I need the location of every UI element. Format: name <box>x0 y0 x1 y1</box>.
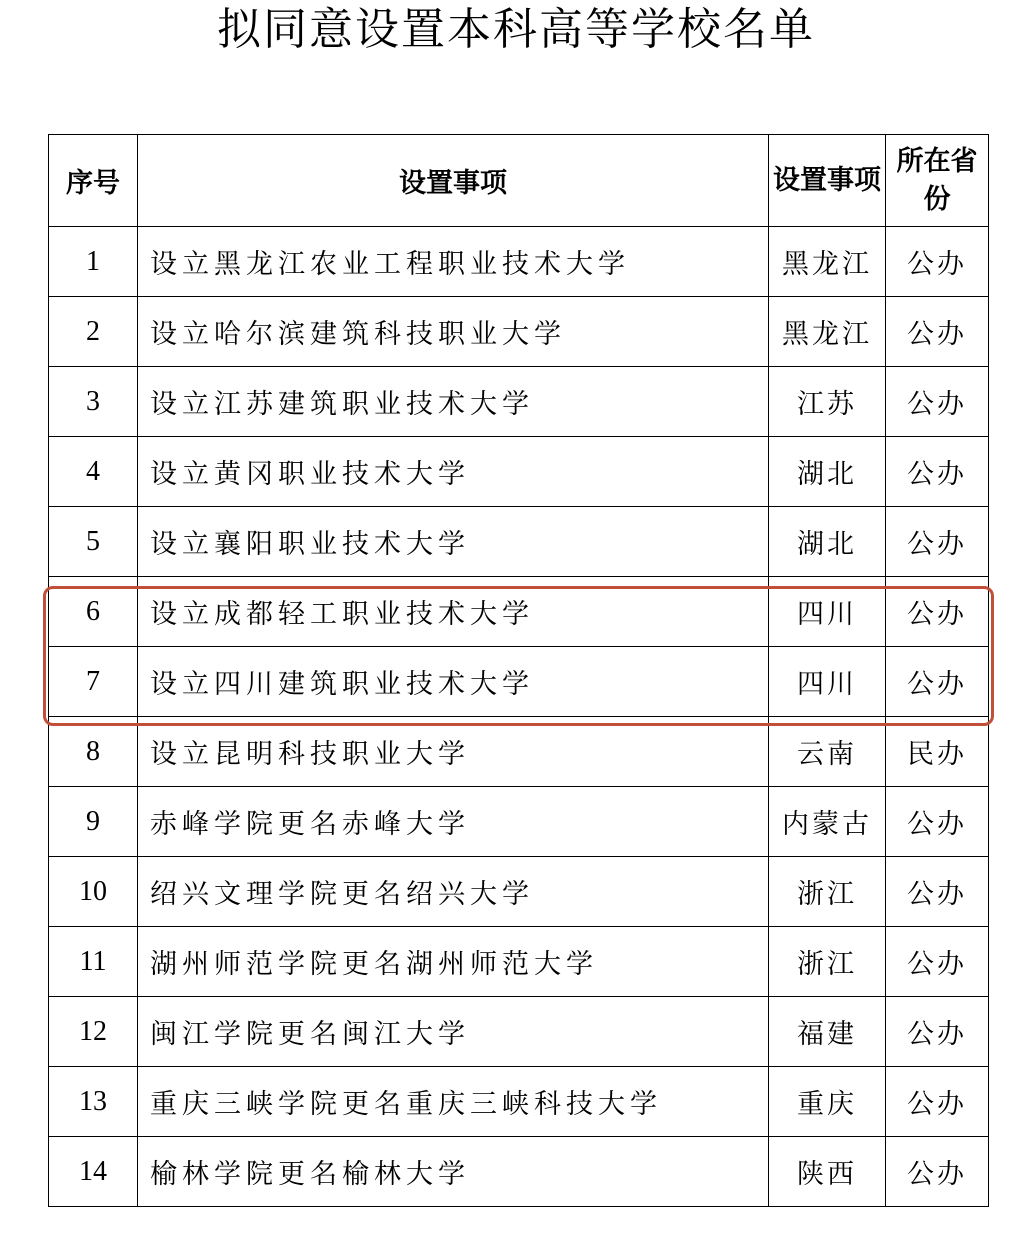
header-province: 所在省份 <box>886 135 989 227</box>
row-ownership-type: 公办 <box>886 1067 989 1137</box>
table-row <box>49 857 989 927</box>
row-ownership-type: 民办 <box>886 717 989 787</box>
row-province: 湖北 <box>769 507 886 577</box>
table-row <box>49 297 989 367</box>
row-setup-item: 闽江学院更名闽江大学 <box>138 997 769 1067</box>
row-ownership-type: 公办 <box>886 647 989 717</box>
row-province: 湖北 <box>769 437 886 507</box>
row-province: 江苏 <box>769 367 886 437</box>
header-setup-item-short: 设置事项 <box>769 135 886 227</box>
header-serial-number: 序号 <box>49 135 138 227</box>
row-province: 重庆 <box>769 1067 886 1137</box>
row-serial-number: 8 <box>49 717 138 787</box>
row-ownership-type: 公办 <box>886 437 989 507</box>
table-body <box>49 227 989 1207</box>
document-title: 拟同意设置本科高等学校名单 <box>217 4 815 55</box>
row-province: 四川 <box>769 577 886 647</box>
row-setup-item: 赤峰学院更名赤峰大学 <box>138 787 769 857</box>
row-ownership-type: 公办 <box>886 997 989 1067</box>
row-province: 黑龙江 <box>769 227 886 297</box>
row-serial-number: 2 <box>49 297 138 367</box>
row-serial-number: 3 <box>49 367 138 437</box>
row-ownership-type: 公办 <box>886 577 989 647</box>
row-setup-item: 绍兴文理学院更名绍兴大学 <box>138 857 769 927</box>
row-serial-number: 9 <box>49 787 138 857</box>
row-serial-number: 10 <box>49 857 138 927</box>
row-ownership-type: 公办 <box>886 1137 989 1207</box>
row-serial-number: 14 <box>49 1137 138 1207</box>
row-province: 四川 <box>769 647 886 717</box>
table-row <box>49 437 989 507</box>
table-row <box>49 717 989 787</box>
row-province: 黑龙江 <box>769 297 886 367</box>
table-row <box>49 647 989 717</box>
row-setup-item: 设立黄冈职业技术大学 <box>138 437 769 507</box>
row-serial-number: 5 <box>49 507 138 577</box>
row-setup-item: 设立江苏建筑职业技术大学 <box>138 367 769 437</box>
row-serial-number: 11 <box>49 927 138 997</box>
row-province: 浙江 <box>769 927 886 997</box>
row-setup-item: 设立襄阳职业技术大学 <box>138 507 769 577</box>
table-row <box>49 507 989 577</box>
row-province: 内蒙古 <box>769 787 886 857</box>
row-ownership-type: 公办 <box>886 927 989 997</box>
row-ownership-type: 公办 <box>886 787 989 857</box>
row-province: 福建 <box>769 997 886 1067</box>
row-serial-number: 7 <box>49 647 138 717</box>
row-ownership-type: 公办 <box>886 227 989 297</box>
row-ownership-type: 公办 <box>886 507 989 577</box>
row-ownership-type: 公办 <box>886 857 989 927</box>
table-row <box>49 997 989 1067</box>
row-ownership-type: 公办 <box>886 367 989 437</box>
table-row <box>49 787 989 857</box>
schools-table <box>48 134 989 1207</box>
table-row <box>49 927 989 997</box>
row-setup-item: 重庆三峡学院更名重庆三峡科技大学 <box>138 1067 769 1137</box>
table-row <box>49 367 989 437</box>
row-setup-item: 湖州师范学院更名湖州师范大学 <box>138 927 769 997</box>
table-row <box>49 227 989 297</box>
row-serial-number: 13 <box>49 1067 138 1137</box>
row-serial-number: 6 <box>49 577 138 647</box>
table-header-row <box>49 135 989 227</box>
table-row <box>49 1137 989 1207</box>
row-province: 浙江 <box>769 857 886 927</box>
row-serial-number: 1 <box>49 227 138 297</box>
row-ownership-type: 公办 <box>886 297 989 367</box>
row-setup-item: 设立哈尔滨建筑科技职业大学 <box>138 297 769 367</box>
row-province: 云南 <box>769 717 886 787</box>
row-setup-item: 榆林学院更名榆林大学 <box>138 1137 769 1207</box>
row-setup-item: 设立四川建筑职业技术大学 <box>138 647 769 717</box>
row-serial-number: 12 <box>49 997 138 1067</box>
row-province: 陕西 <box>769 1137 886 1207</box>
row-setup-item: 设立成都轻工职业技术大学 <box>138 577 769 647</box>
row-setup-item: 设立昆明科技职业大学 <box>138 717 769 787</box>
header-setup-item: 设置事项 <box>138 135 769 227</box>
row-setup-item: 设立黑龙江农业工程职业技术大学 <box>138 227 769 297</box>
table-row <box>49 577 989 647</box>
row-serial-number: 4 <box>49 437 138 507</box>
table-row <box>49 1067 989 1137</box>
